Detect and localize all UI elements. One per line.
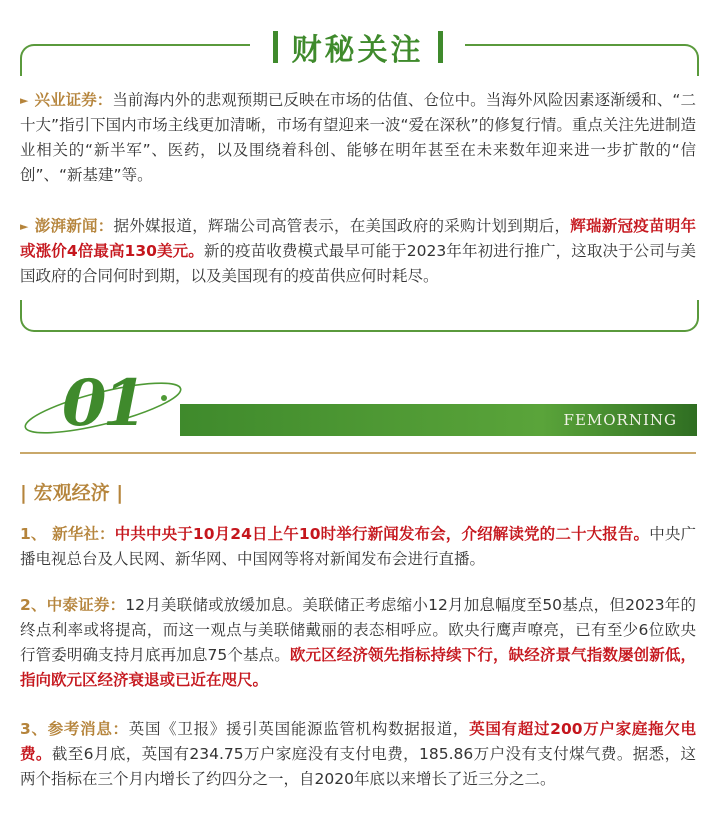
focus-frame-bottom [20,300,699,332]
focus-item-1 [20,88,696,188]
macro-source: 3、参考消息： [20,720,129,738]
macro-item-2 [20,593,696,693]
macro-highlight: 中共中央于10月24日上午10时举行新闻发布会，介绍解读党的二十大报告。 [114,525,650,543]
macro-highlight: 欧元区经济领先指标持续下行，缺经济景气指数屡创新低，指向欧元区经济衰退或已近在咫尺。 [20,646,696,689]
section-title [250,24,465,70]
section-number: 01 [62,366,144,441]
macro-highlight: 英国有超过200万户家庭拖欠电费。 [20,720,696,763]
triangle-bullet-icon: ► [20,220,29,233]
title-bar-right [438,31,443,63]
focus-source: 澎湃新闻： [34,217,114,235]
banner-brand: FEMORNING [563,411,677,429]
macro-text: 截至6月底，英国有234.75万户家庭没有支付电费，185.86万户没有支付煤气费。据悉，这两个指标在三个月内增长了约四分之一，自2020年底以来增长了近三分之二。 [20,745,696,788]
focus-text: 新的疫苗收费模式最早可能于2023年年初进行推广，这取决于公司与美国政府的合同何时到期，以及美国现有的疫苗供应何时耗尽。 [20,242,697,285]
macro-text: 12月美联储或放缓加息。美联储正考虑缩小12月加息幅度至50基点，但2023年的终点利率或将提高，而这一观点与美联储戴丽的表态相呼应。欧央行鹰声嘹亮，已有至少6位欧央行管委明确支持月底再加息75个基点。 [20,596,696,664]
focus-text: 当前海内外的悲观预期已反映在市场的估值、仓位中。当海外风险因素逐渐缓和、“二十大”指引下国内市场主线更加清晰，市场有望迎来一波“爱在深秋”的修复行情。重点关注先进制造业相关的“新半军”、医药，以及围绕着科创、能够在明年甚至在未来数年迎来进一步扩散的“信创”、“新基建”等。 [20,91,696,184]
section-divider [20,452,696,454]
page-title: 财秘关注 [291,33,424,68]
macro-text: 中央广播电视总台及人民网、新华网、中国网等将对新闻发布会进行直播。 [20,525,696,568]
macro-heading-text: 宏观经济 [33,482,110,504]
macro-source: 2、中泰证券： [20,596,126,614]
macro-heading: | 宏观经济 | [20,482,124,504]
macro-item-3 [20,717,696,792]
focus-item-2 [20,214,696,289]
focus-highlight: 辉瑞新冠疫苗明年或涨价4倍最高130美元。 [20,217,696,260]
macro-item-1 [20,522,696,572]
macro-text: 英国《卫报》援引英国能源监管机构数据报道， [128,720,470,738]
focus-source: 兴业证券： [34,91,113,109]
macro-source: 1、 新华社： [20,525,115,543]
focus-text: 据外媒报道，辉瑞公司高管表示，在美国政府的采购计划到期后， [113,217,571,235]
title-bar-left [273,31,278,63]
section-banner [180,404,697,436]
triangle-bullet-icon: ► [20,94,29,107]
